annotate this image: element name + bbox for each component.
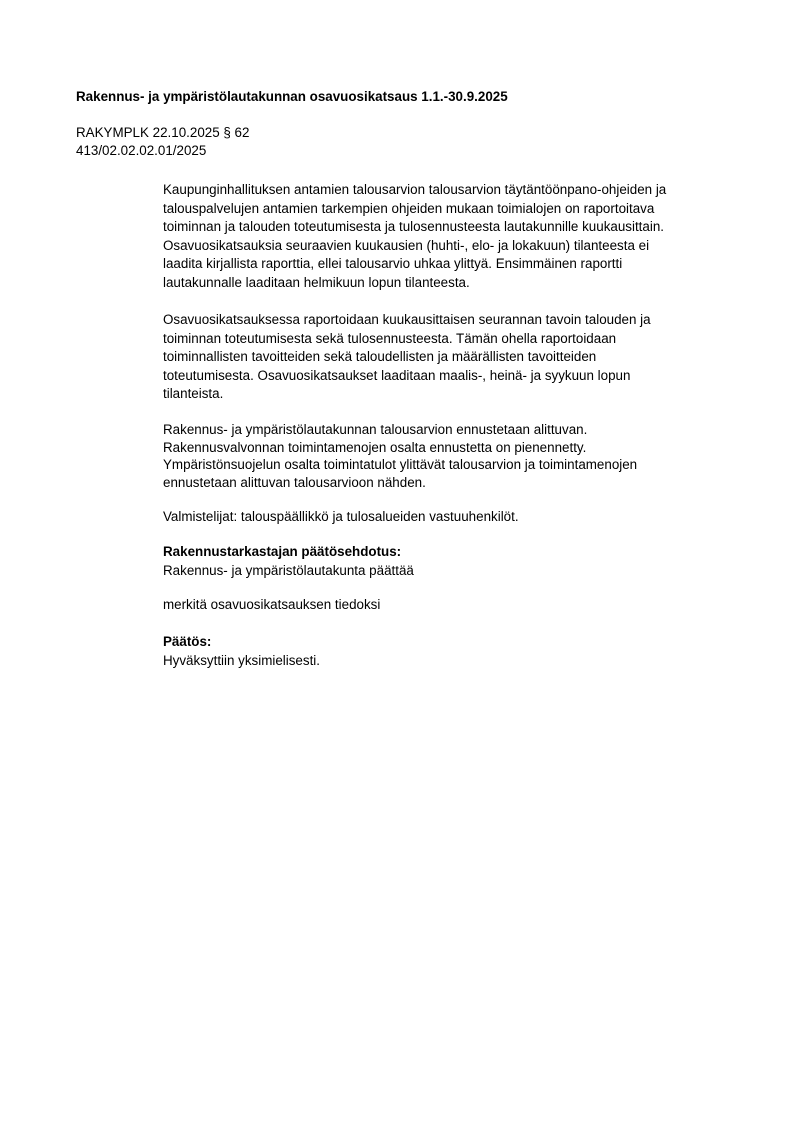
text-line: toiminnallisten tavoitteiden sekä taloudellisten ja määrällisten tavoitteiden	[163, 349, 597, 365]
text-line: Osavuosikatsauksessa raportoidaan kuukausittaisen seurannan tavoin talouden ja	[163, 312, 651, 327]
text-line: Osavuosikatsauksia seuraavien kuukausien (huhti-, elo- ja lokakuun) tilanteesta ei	[163, 237, 650, 253]
text-line: ennustetaan alittuvan talousarvioon nähden.	[163, 474, 426, 490]
text-line: talouspalvelujen antamien tarkempien ohjeiden mukaan toimialojen on raportoitava	[163, 200, 655, 216]
document-title: Rakennus- ja ympäristölautakunnan osavuosikatsaus 1.1.-30.9.2025	[76, 89, 508, 104]
paragraph-reporting-guidelines	[163, 181, 753, 293]
text-line: Ympäristönsuojelun osalta toimintatulot ylittävät talousarvion ja toimintamenojen	[163, 457, 638, 473]
decision-heading: Päätös:	[163, 634, 212, 649]
text-line: laadita kirjallista raporttia, ellei talousarvio uhkaa ylittyä. Ensimmäinen raportti	[163, 256, 623, 272]
text-line: Rakennusvalvonnan toimintamenojen osalta ennustetta on pienennetty.	[163, 439, 587, 455]
proposal-heading: Rakennustarkastajan päätösehdotus:	[163, 544, 402, 559]
proposal-section	[163, 543, 753, 580]
proposal-text: Rakennus- ja ympäristölautakunta päättää	[163, 562, 414, 578]
text-line: tilanteista.	[163, 386, 224, 402]
text-line: toteutumisesta. Osavuosikatsaukset laaditaan maalis-, heinä- ja syykuun lopun	[163, 367, 631, 383]
proposal-action-text: merkitä osavuosikatsauksen tiedoksi	[163, 597, 381, 612]
text-line: toiminnan ja talouden toteutumisesta ja tulosennusteesta lautakunnille kuukausittain.	[163, 219, 664, 235]
text-line: Kaupunginhallituksen antamien talousarvion talousarvion täytäntöönpano-ohjeiden ja	[163, 182, 667, 197]
case-number: 413/02.02.02.01/2025	[76, 143, 207, 158]
text-line: lautakunnalle laaditaan helmikuun lopun tilanteesta.	[163, 274, 470, 290]
decision-section	[163, 633, 753, 670]
paragraph-preparers	[163, 508, 753, 527]
text-line: Valmistelijat: talouspäällikkö ja tulosalueiden vastuuhenkilöt.	[163, 509, 519, 524]
paragraph-forecast	[163, 421, 753, 491]
decision-text: Hyväksyttiin yksimielisesti.	[163, 652, 320, 668]
meeting-reference: RAKYMPLK 22.10.2025 § 62	[76, 125, 250, 140]
text-line: toiminnan toteutumisesta sekä tulosennusteesta. Tämän ohella raportoidaan	[163, 330, 617, 346]
text-line: Rakennus- ja ympäristölautakunnan talousarvion ennustetaan alittuvan.	[163, 422, 588, 437]
proposal-action	[163, 596, 753, 615]
paragraph-interim-reports	[163, 311, 753, 404]
